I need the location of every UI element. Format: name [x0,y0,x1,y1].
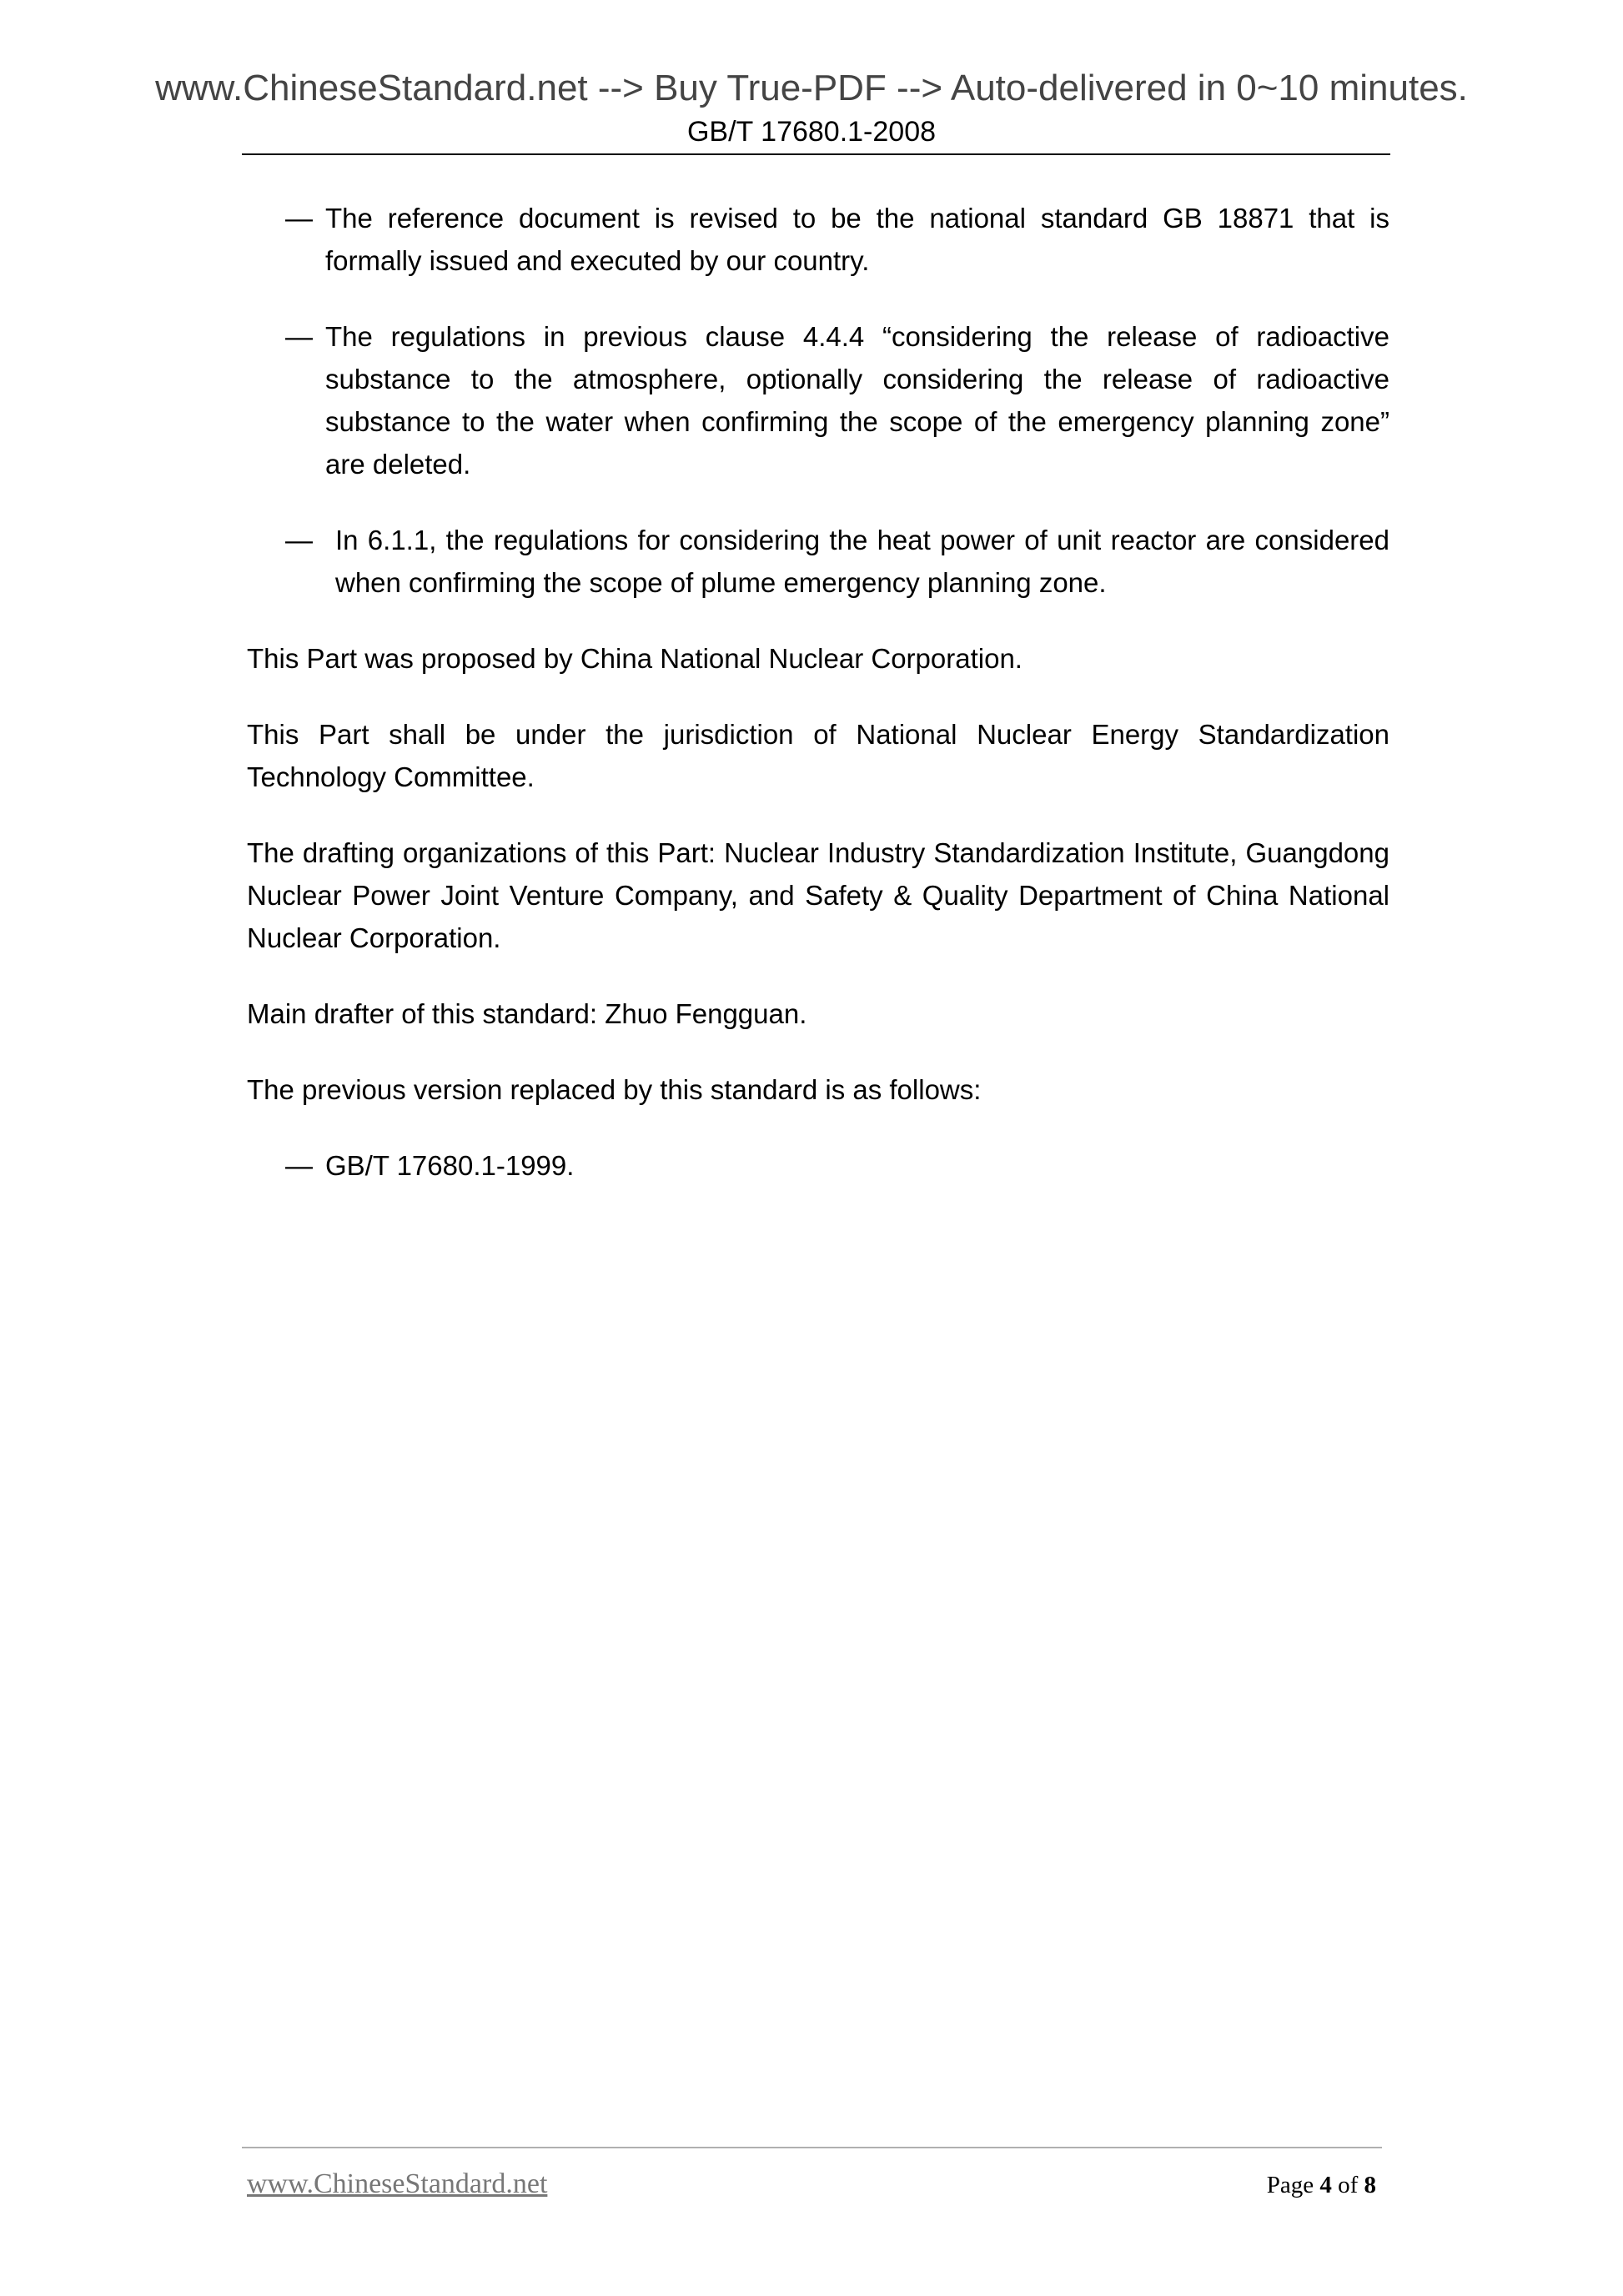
previous-versions-intro: The previous version replaced by this standard is as follows: [247,1074,982,1105]
previous-version-item [247,1144,1389,1187]
em-dash-bullet: — [285,1150,313,1181]
footer-site-link[interactable]: www.ChineseStandard.net [247,2168,548,2199]
page-prefix: Page [1266,2172,1320,2198]
previous-version-text: GB/T 17680.1-1999. [325,1150,575,1181]
page-current: 4 [1319,2172,1332,2198]
proposed-by-paragraph: This Part was proposed by China National Nuclear Corporation. [247,643,1023,674]
change-item-text: In 6.1.1, the regulations for considering the heat power of unit reactor are considered when confirming the scope of plume emergency planning zone. [335,525,1389,598]
page-indicator [1267,2172,1376,2199]
site-banner: www.ChineseStandard.net --> Buy True-PDF --> Auto-delivered in 0~10 minutes. [155,68,1468,108]
header-divider [242,153,1390,155]
page-body [247,197,1389,1220]
page-total: 8 [1364,2172,1376,2198]
em-dash-bullet: — [285,203,313,234]
change-item-text: The reference document is revised to be the national standard GB 18871 that is formally issued and executed by our country. [325,203,1389,276]
jurisdiction-paragraph: This Part shall be under the jurisdiction of National Nuclear Energy Standardization Technology Committee. [247,719,1389,792]
change-item [247,315,1389,485]
drafting-organizations-paragraph: The drafting organizations of this Part: Nuclear Industry Standardization Institute, Guangdong Nuclear Power Joint Venture Company, and Safety & Quality Department of China National Nuclear Corporation. [247,837,1389,953]
main-drafter-paragraph: Main drafter of this standard: Zhuo Fengguan. [247,998,807,1029]
page-of: of [1331,2172,1364,2198]
change-item [247,197,1389,282]
standard-number: GB/T 17680.1-2008 [686,116,937,148]
change-item [247,519,1389,604]
em-dash-bullet: — [285,321,313,352]
em-dash-bullet: — [285,525,313,555]
change-item-text: The regulations in previous clause 4.4.4 “considering the release of radioactive substance to the atmosphere, optionally considering the release of radioactive substance to the water when confirming the scope of the emergency planning zone” are deleted. [325,321,1389,480]
footer-divider [242,2147,1382,2148]
